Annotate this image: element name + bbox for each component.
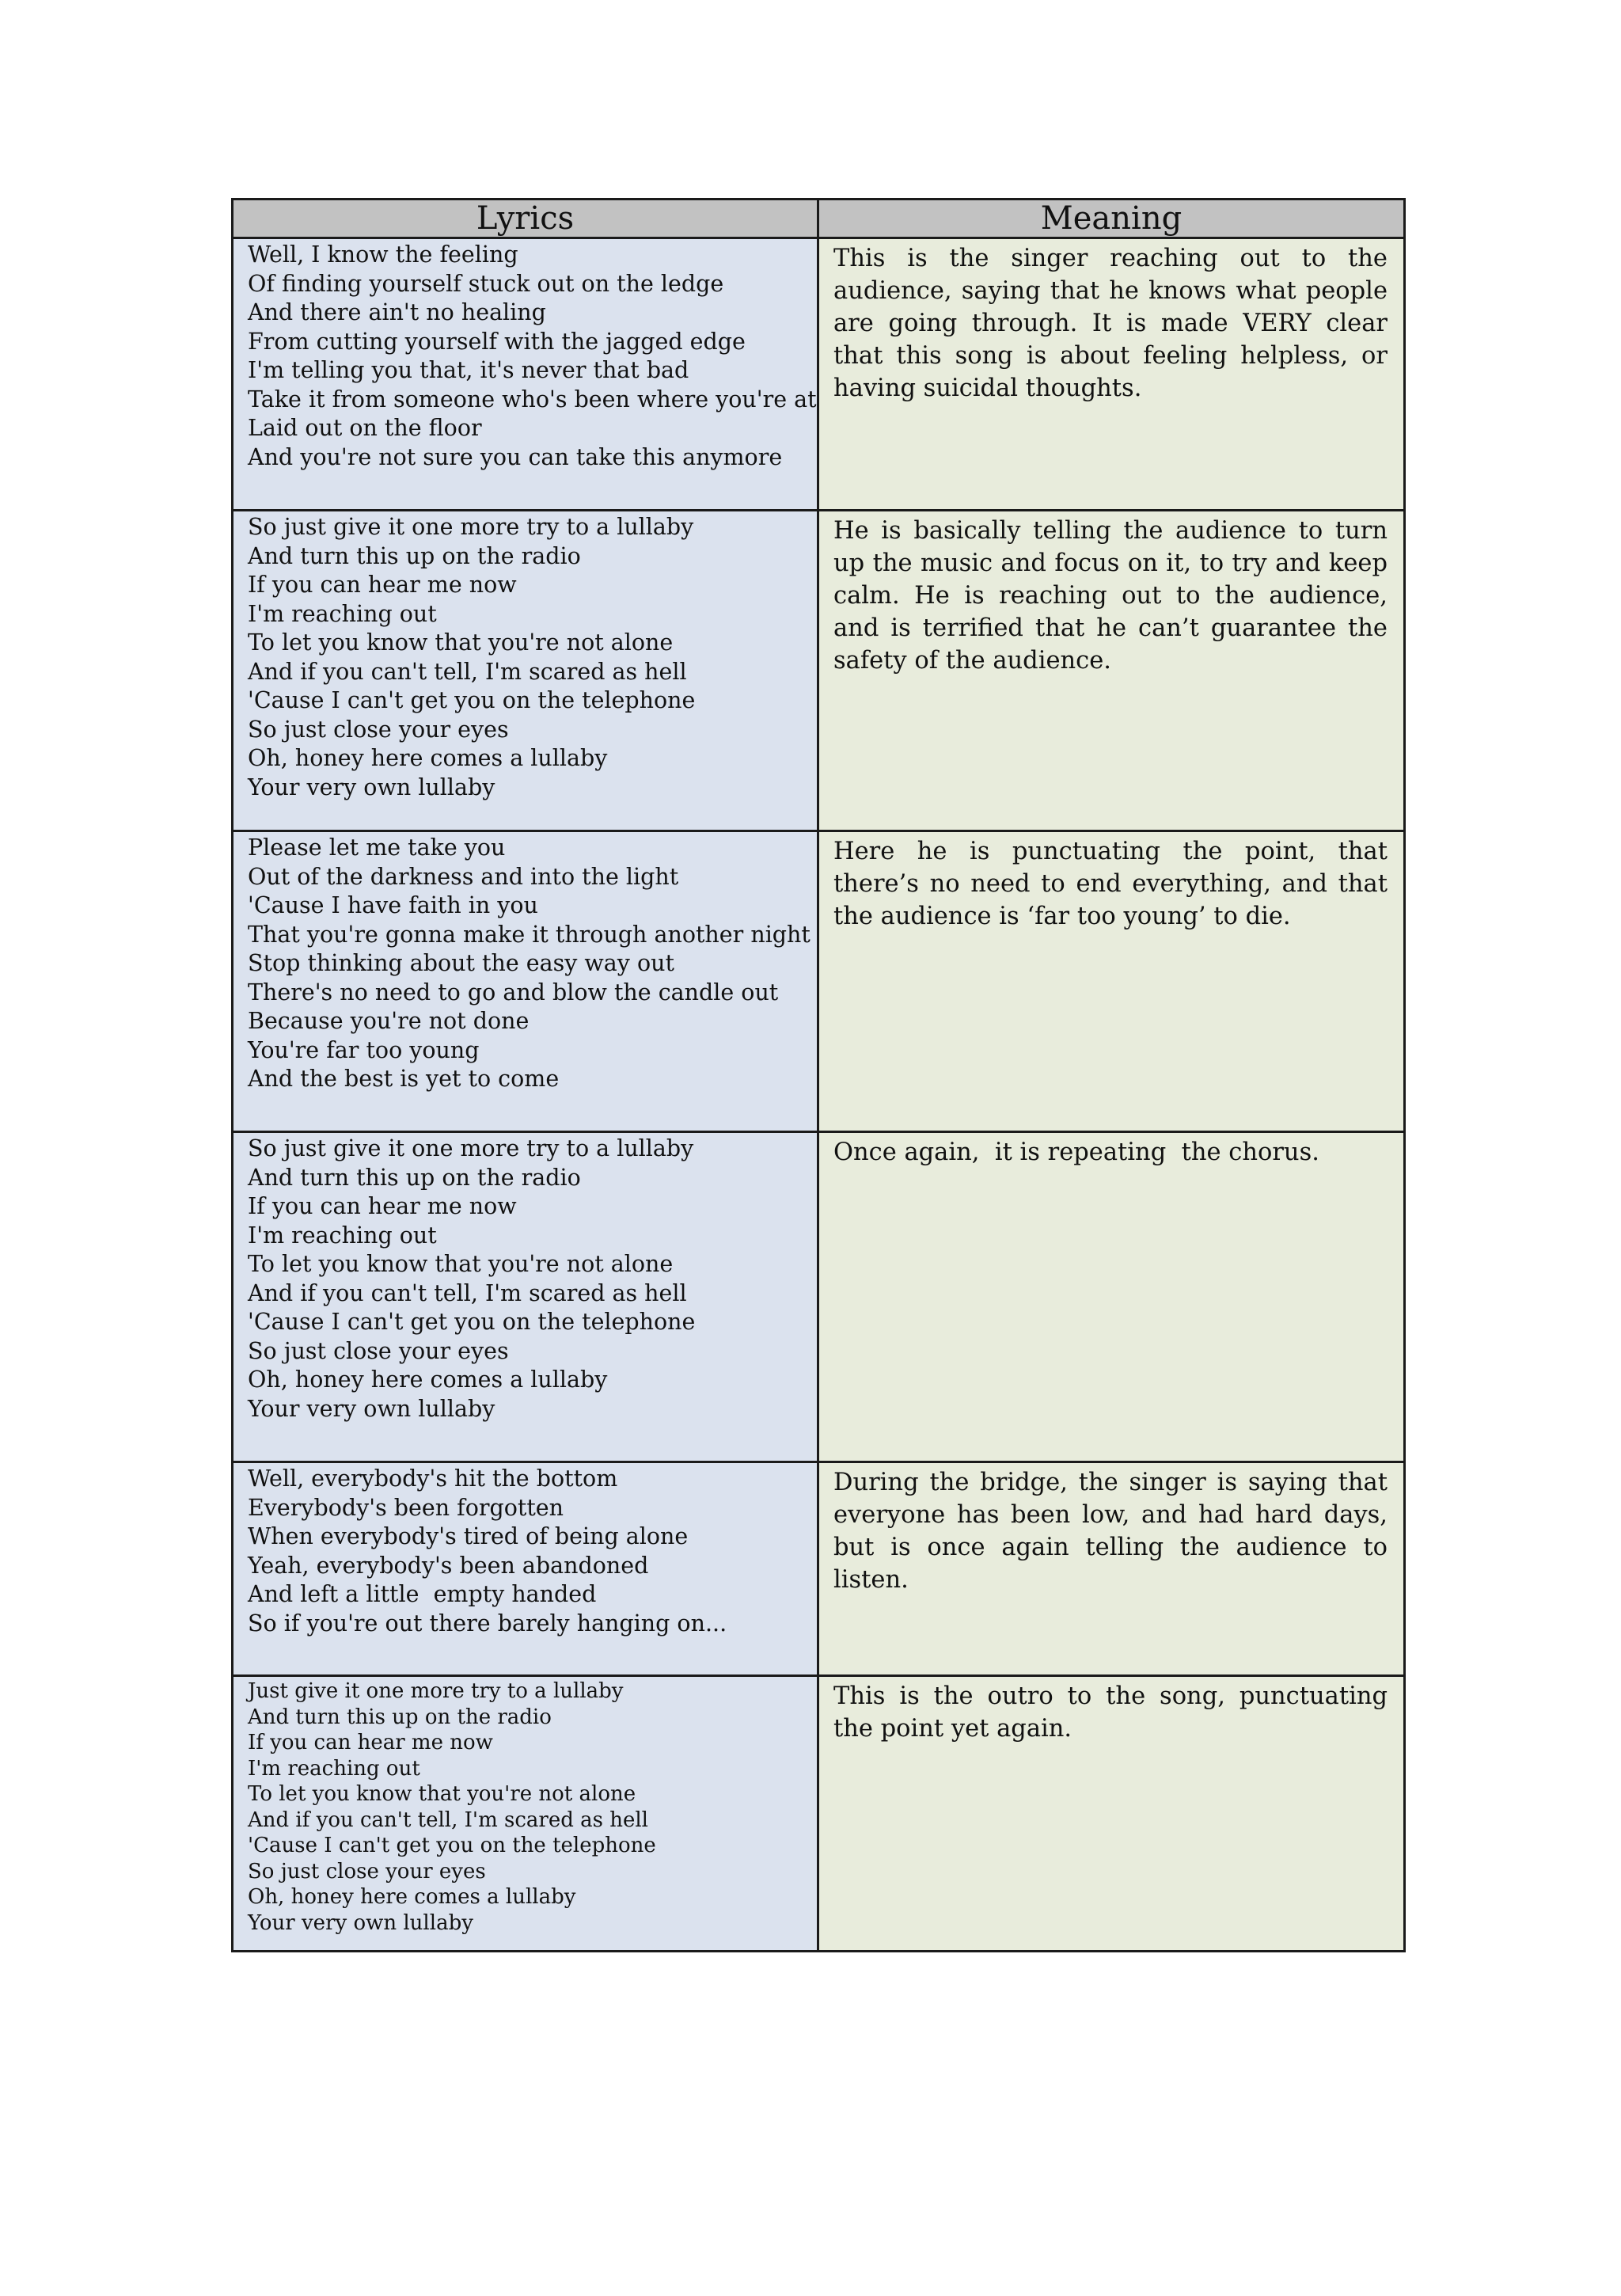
lyric-line: I'm reaching out [248,1222,437,1249]
table-row [233,1462,1405,1676]
lyric-line: Laid out on the floor [248,415,482,441]
lyric-line: Yeah, everybody's been abandoned [248,1552,649,1579]
lyric-line: Your very own lullaby [248,1910,473,1935]
lyrics-cell [233,1676,818,1952]
lyric-line: And you're not sure you can take this anymore [248,443,783,470]
meaning-text: During the bridge, the singer is saying that everyone has been low, and had hard days, but is once again telling the audience to listen. [833,1469,1388,1594]
lyric-line: Oh, honey here comes a lullaby [248,1367,608,1393]
lyric-line: To let you know that you're not alone [248,1251,674,1277]
lyric-line: Well, everybody's hit the bottom [248,1465,618,1492]
lyric-line: And if you can't tell, I'm scared as hell [248,1279,687,1306]
meaning-text: Once again, it is repeating the chorus. [833,1138,1319,1166]
lyric-line: So just close your eyes [248,1337,509,1364]
lyrics-meaning-table [231,198,1406,1952]
lyric-line: And left a little empty handed [248,1581,597,1607]
lyrics-cell [233,1132,818,1462]
meaning-cell [818,511,1405,831]
lyric-line: Please let me take you [248,834,506,861]
lyric-line: So just give it one more try to a lullaby [248,514,694,540]
lyric-line: Well, I know the feeling [248,241,518,268]
lyric-line: I'm reaching out [248,600,437,627]
lyric-line: Because you're not done [248,1008,530,1034]
lyrics-cell [233,831,818,1132]
lyric-line: If you can hear me now [248,1731,493,1754]
lyric-line: Of finding yourself stuck out on the ledge [248,270,724,297]
table-row [233,238,1405,511]
meaning-column-header: Meaning [818,200,1405,238]
lyric-line: Oh, honey here comes a lullaby [248,745,608,771]
lyric-line: So just close your eyes [248,1859,486,1884]
lyric-line: If you can hear me now [248,1193,517,1219]
meaning-text: This is the outro to the song, punctuating the point yet again. [833,1682,1388,1743]
lyric-line: Your very own lullaby [248,774,495,800]
table-row [233,1676,1405,1952]
lyrics-cell [233,511,818,831]
lyric-line: 'Cause I can't get you on the telephone [248,687,696,713]
lyric-line: I'm telling you that, it's never that bad [248,357,689,383]
meaning-text: Here he is punctuating the point, that there’s no need to end everything, and that the audience is ‘far too young’ to die. [833,838,1388,930]
table-row [233,1132,1405,1462]
lyric-line: Take it from someone who's been where you're at [248,386,817,412]
lyric-line: Just give it one more try to a lullaby [248,1679,624,1703]
lyric-line: 'Cause I can't get you on the telephone [248,1834,656,1857]
lyric-line: And turn this up on the radio [248,542,581,569]
lyric-line: And turn this up on the radio [248,1164,581,1191]
lyric-line: Oh, honey here comes a lullaby [248,1885,576,1909]
meaning-cell [818,1462,1405,1676]
lyric-line: So just close your eyes [248,716,509,743]
lyric-line: If you can hear me now [248,572,517,598]
header-row [233,200,1405,238]
meaning-text: He is basically telling the audience to turn up the music and focus on it, to try and keep calm. He is reaching out to the audience, and is terrified that he can’t guarantee the safety of the audience. [833,517,1388,675]
lyric-line: So if you're out there barely hanging on... [248,1610,727,1636]
meaning-cell [818,238,1405,511]
lyric-line: You're far too young [248,1036,480,1063]
lyric-line: Stop thinking about the easy way out [248,950,674,976]
lyric-line: To let you know that you're not alone [248,629,674,656]
lyric-line: And turn this up on the radio [248,1705,552,1729]
lyric-line: 'Cause I can't get you on the telephone [248,1309,696,1335]
lyric-line: I'm reaching out [248,1756,420,1781]
meaning-text: This is the singer reaching out to the audience, saying that he knows what people are going through. It is made VERY clear that this song is about feeling helpless, or having suicidal thoughts. [833,245,1388,402]
lyric-line: And the best is yet to come [248,1066,560,1092]
lyric-line: There's no need to go and blow the candle out [248,979,779,1005]
lyric-line: And if you can't tell, I'm scared as hell [248,1808,648,1832]
lyrics-column-header: Lyrics [233,200,818,238]
lyric-line: Everybody's been forgotten [248,1494,564,1521]
lyrics-cell [233,238,818,511]
lyric-line: So just give it one more try to a lullaby [248,1135,694,1161]
lyric-line: To let you know that you're not alone [248,1782,636,1806]
lyric-line: From cutting yourself with the jagged edge [248,328,746,355]
lyric-line: When everybody's tired of being alone [248,1523,689,1549]
lyric-line: That you're gonna make it through another night [248,921,810,948]
lyric-line: 'Cause I have faith in you [248,892,538,918]
table-row [233,511,1405,831]
lyric-line: Out of the darkness and into the light [248,863,679,890]
lyric-line: And if you can't tell, I'm scared as hell [248,658,687,685]
meaning-cell [818,1132,1405,1462]
meaning-cell [818,1676,1405,1952]
lyric-line: Your very own lullaby [248,1395,495,1422]
table-row [233,831,1405,1132]
meaning-cell [818,831,1405,1132]
lyrics-cell [233,1462,818,1676]
lyric-line: And there ain't no healing [248,299,546,325]
